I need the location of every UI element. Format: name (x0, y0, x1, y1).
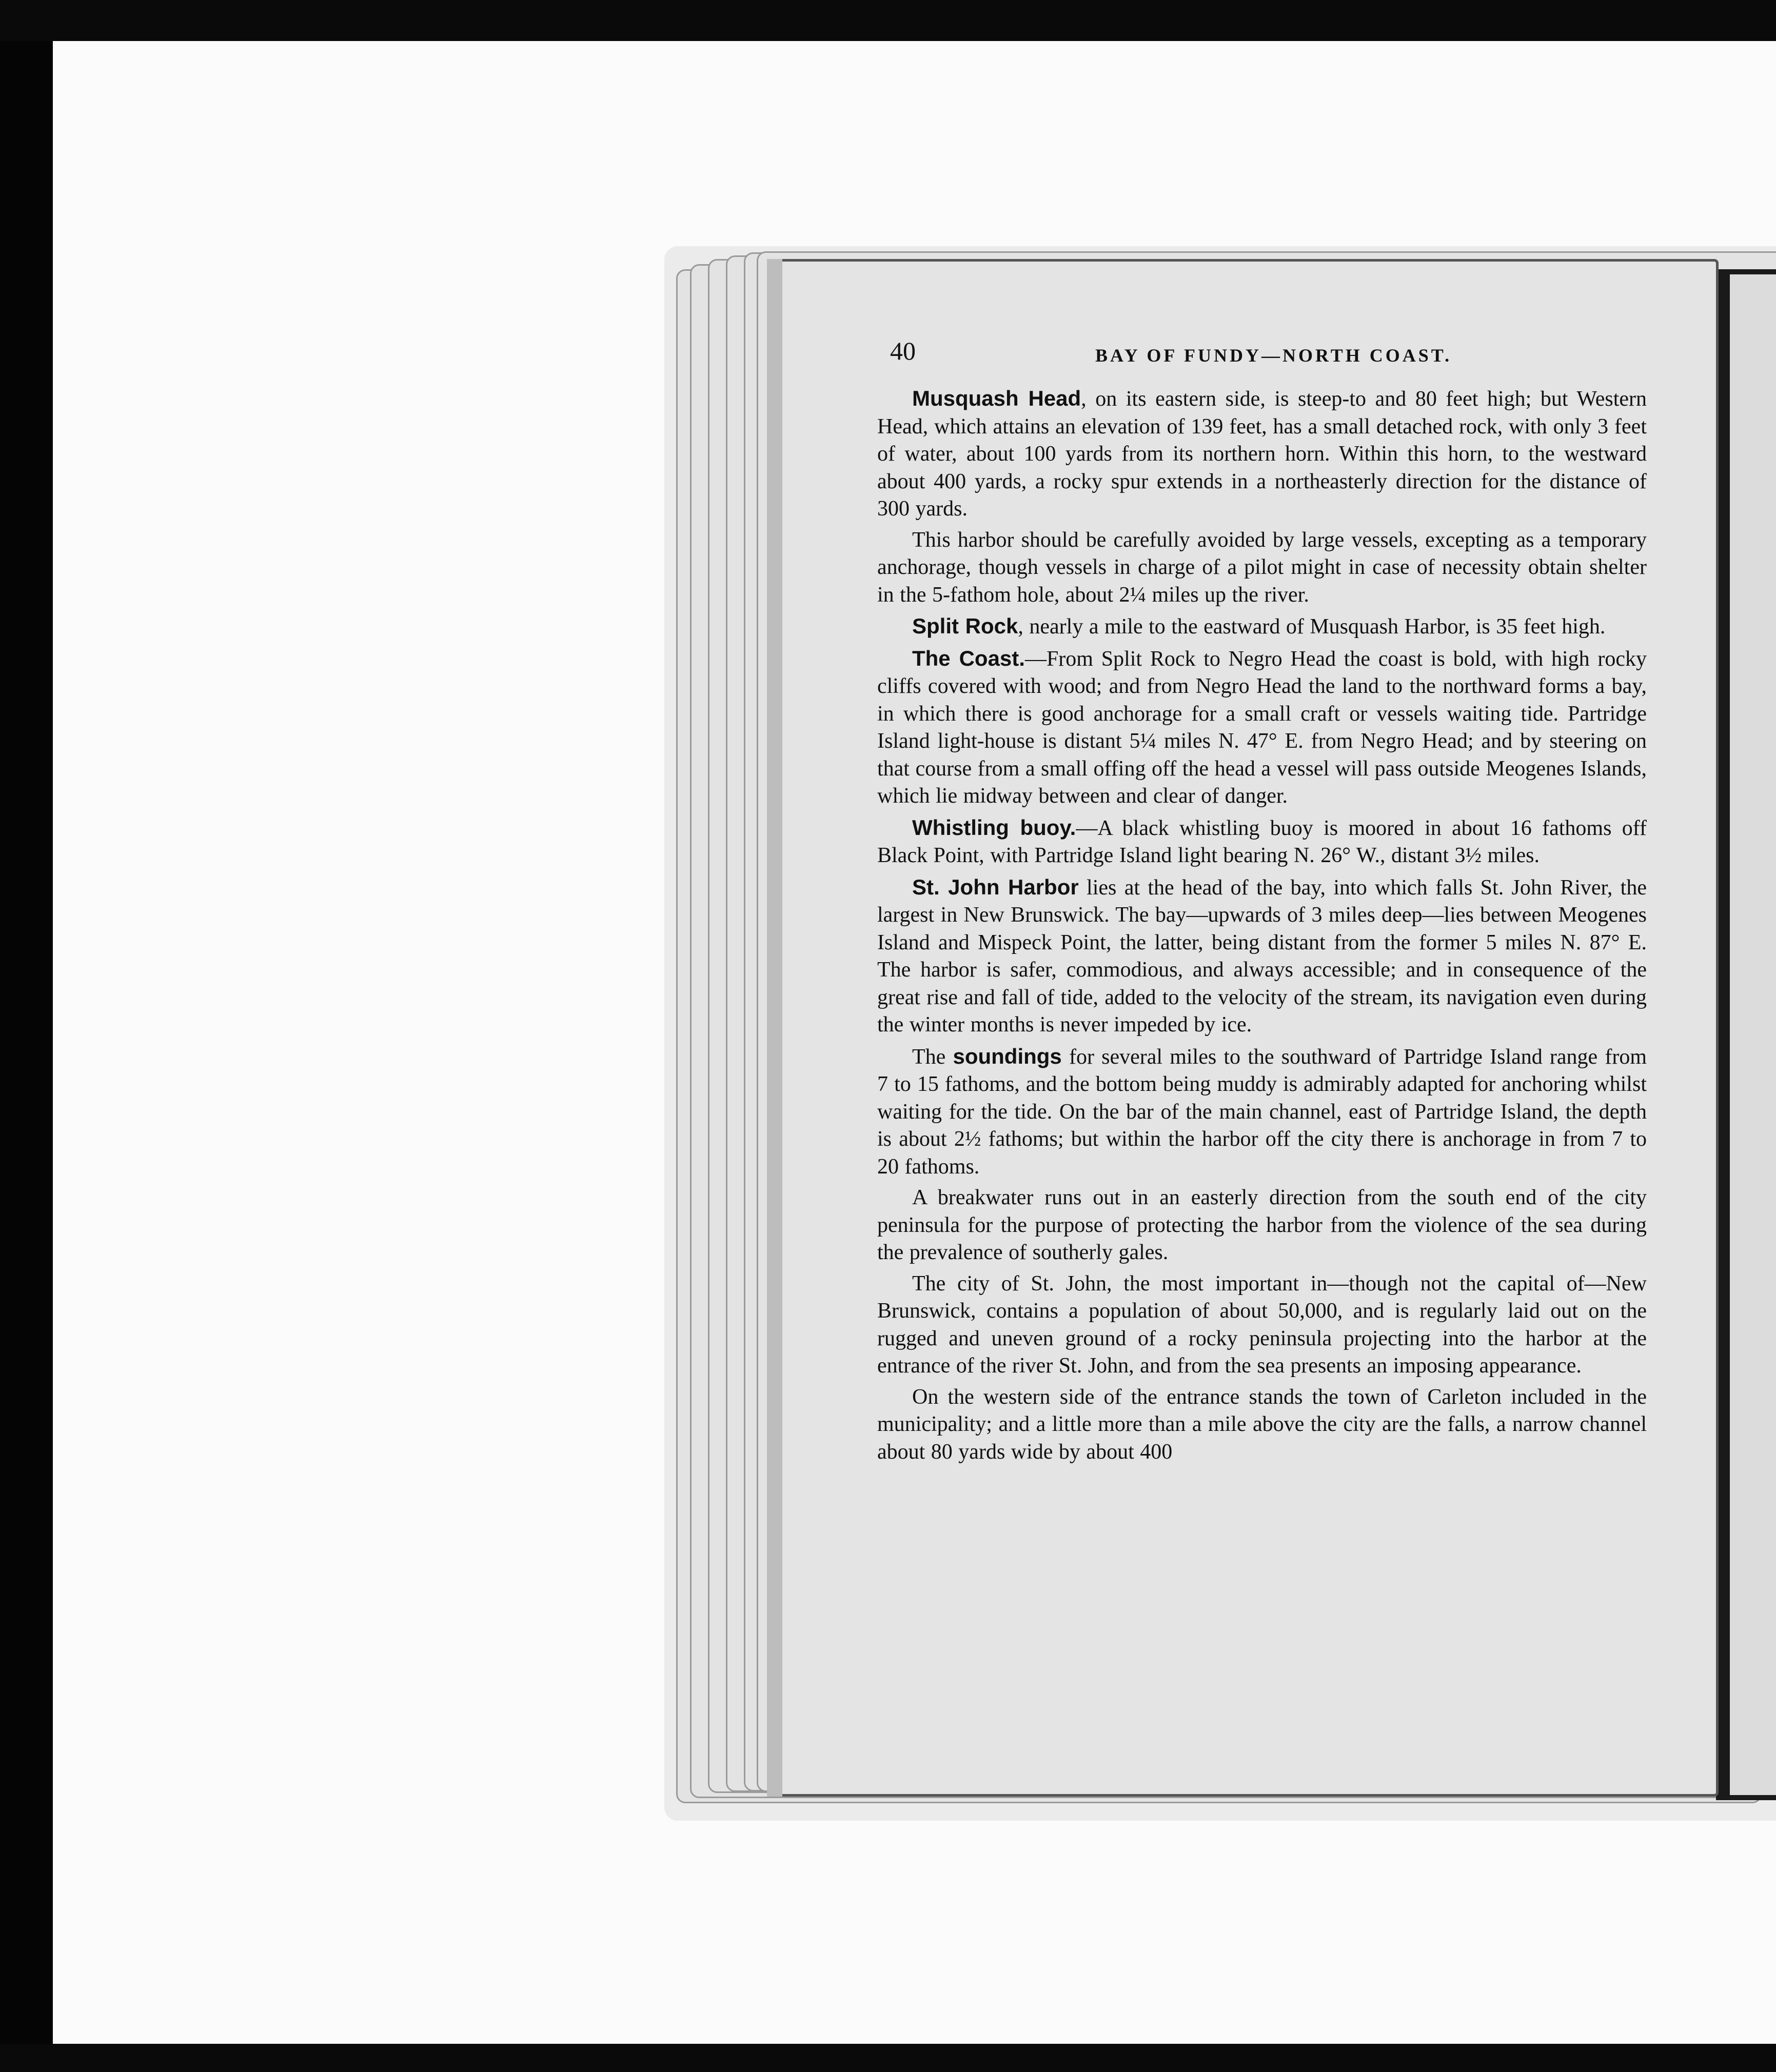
paragraph-lead: St. John Harbor (912, 874, 1079, 899)
paragraph-text: This harbor should be carefully avoided by large vessels, excepting as a temporary anchorage, though vessels in charge of a pilot might in case of necessity obtain shelter in the 5-fathom hole, about 2¼ miles up the river. (877, 528, 1647, 607)
paragraph-text: —From Split Rock to Negro Head the coast is bold, with high rocky cliffs covered with wood; and from Negro Head the land to the northward forms a bay, in which there is good anchorage for a small craft or vessels waiting tide. Partridge Island light-house is distant 5¼ miles N. 47° E. from Negro Head; and by steering on that course from a small offing off the head a vessel will pass outside Meogenes Islands, which lie midway between and clear of danger. (877, 647, 1647, 808)
paragraph (877, 612, 1647, 641)
paragraph (877, 1184, 1647, 1267)
paragraph (877, 1384, 1647, 1466)
paragraph-lead: Musquash Head (912, 386, 1081, 410)
page-text (877, 385, 1647, 1469)
paragraph-text: The city of St. John, the most important in—though not the capital of—New Brunswick, contains a population of about 50,000, and is regularly laid out on the rugged and uneven ground of a rocky peninsula projecting into the harbor at the entrance of the river St. John, and from the sea presents an imposing appearance. (877, 1271, 1647, 1378)
paragraph (877, 645, 1647, 810)
paragraph-text: for several miles to the southward of Partridge Island range from 7 to 15 fathoms, and the bottom being muddy is admirably adapted for anchoring whilst waiting for the tide. On the bar of the main channel, east of Partridge Island, the depth is about 2½ fathoms; but within the harbor off the city there is anchorage in from 7 to 20 fathoms. (877, 1045, 1647, 1179)
scan-top-border (0, 0, 1776, 41)
paragraph (877, 527, 1647, 609)
paragraph (877, 1043, 1647, 1181)
paragraph-lead: Whistling buoy. (912, 815, 1076, 840)
paragraph-text: lies at the head of the bay, into which falls St. John River, the largest in New Brunswick. The bay—upwards of 3 miles deep—lies between Meogenes Island and Mispeck Point, the latter, being distant from the former 5 miles N. 87° E. The harbor is safer, commodious, and always accessible; and in consequence of the great rise and fall of tide, added to the velocity of the stream, its navigation even during the winter months is never impeded by ice. (877, 875, 1647, 1037)
paragraph-lead: Split Rock (912, 614, 1018, 638)
paragraph-text: On the western side of the entrance stands the town of Carleton included in the municipality; and a little more than a mile above the city are the falls, a narrow channel about 80 yards wide by about 400 (877, 1385, 1647, 1464)
facing-page (1730, 274, 1776, 1795)
paragraph-text: —A black whistling buoy is moored in about 16 fathoms off Black Point, with Partridge Island light bearing N. 26° W., distant 3½ miles. (877, 816, 1647, 867)
paragraph (877, 814, 1647, 870)
paragraph-text: , on its eastern side, is steep-to and 80 feet high; but Western Head, which attains an elevation of 139 feet, has a small detached rock, with only 3 feet of water, about 100 yards from its northern horn. Within this horn, to the westward about 400 yards, a rocky spur extends in a northeasterly direction for the distance of 300 yards. (877, 387, 1647, 521)
paragraph (877, 1270, 1647, 1380)
paragraph-text: , nearly a mile to the eastward of Musquash Harbor, is 35 feet high. (1018, 615, 1606, 639)
paragraph (877, 873, 1647, 1039)
running-head: BAY OF FUNDY—NORTH COAST. (1095, 345, 1452, 366)
paragraph (877, 385, 1647, 523)
page-number: 40 (890, 336, 916, 365)
paragraph-lead: The Coast. (912, 646, 1025, 670)
paragraph-pre: The (912, 1045, 953, 1069)
paragraph-text: A breakwater runs out in an easterly direction from the south end of the city peninsula for the purpose of protecting the harbor from the violence of the sea during the prevalence of southerly gales. (877, 1186, 1647, 1264)
page-gutter (767, 259, 782, 1797)
scan-bottom-border (0, 2044, 1776, 2072)
paragraph-keyword: soundings (953, 1044, 1062, 1068)
